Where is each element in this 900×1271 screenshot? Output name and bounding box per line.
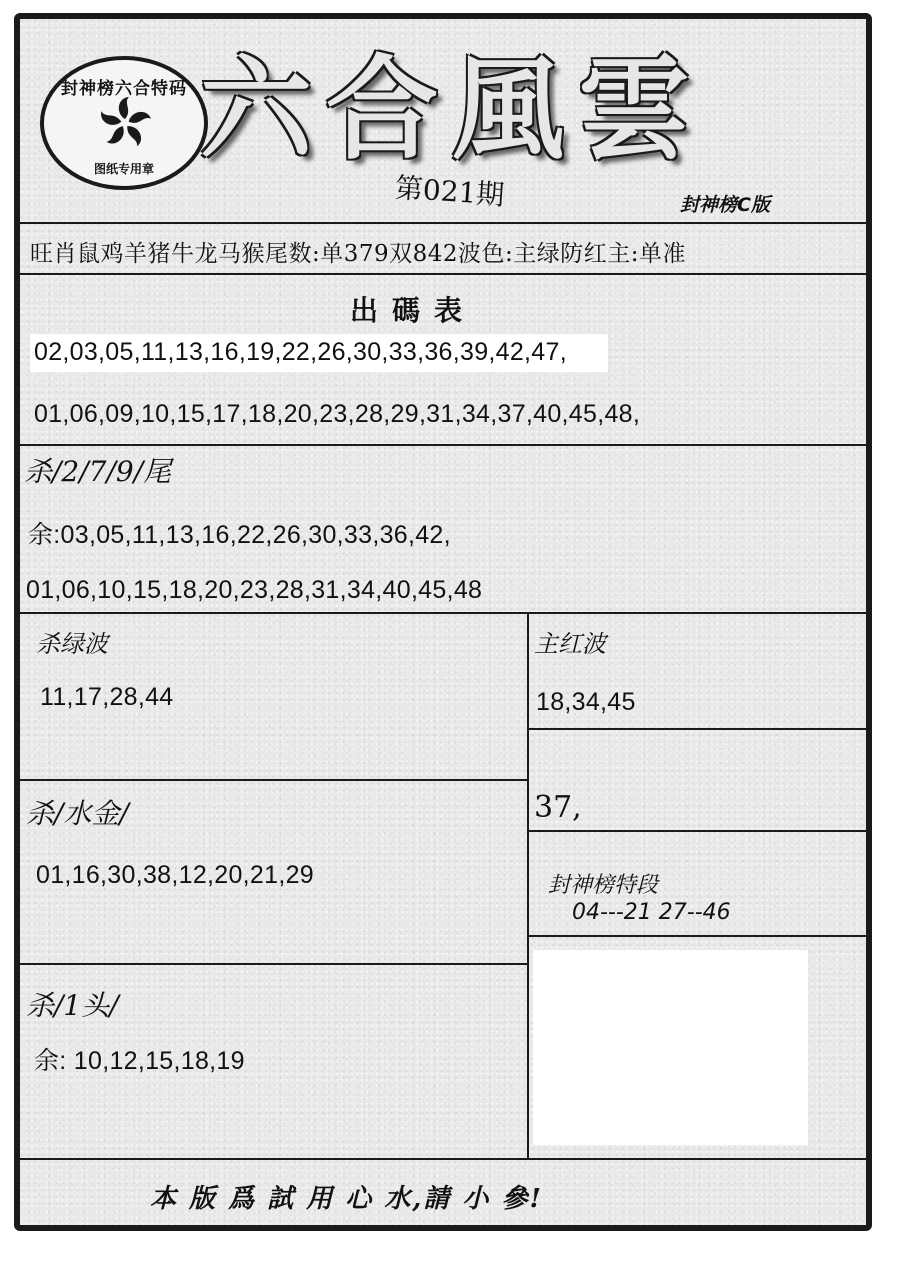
kill-green-numbers: 11,17,28,44 — [40, 683, 174, 711]
page-title: 六合風雲 — [200, 44, 704, 175]
divider-header — [20, 222, 866, 224]
special-segment-ranges: 04---21 27--46 — [572, 900, 731, 925]
kill-element-numbers: 01,16,30,38,12,20,21,29 — [36, 861, 314, 889]
special-segment-title: 封神榜特段 — [548, 873, 659, 898]
seal-stamp — [40, 56, 208, 190]
divider-left-2 — [20, 963, 529, 965]
prediction-info-line: 旺肖鼠鸡羊猪牛龙马猴尾数:单379双842波色:主绿防红主:单准 — [30, 241, 687, 267]
kill-head-rest: 余: 10,12,15,18,19 — [34, 1047, 245, 1075]
main-red-numbers: 18,34,45 — [536, 688, 636, 716]
edition-label: 封神榜C版 — [680, 194, 770, 216]
divider-left-1 — [20, 779, 529, 781]
issue-number: 第021期 — [393, 171, 506, 212]
kill-element-title: 杀/水金/ — [26, 797, 129, 830]
kill-head-title: 杀/1头/ — [26, 989, 119, 1022]
divider-code-table — [20, 444, 866, 446]
footer-note: 本 版 爲 試 用 心 水,請 小 參! — [150, 1184, 543, 1214]
bauhinia-flower-icon — [96, 94, 154, 152]
divider-kill-tail — [20, 612, 866, 614]
code-table-row-2: 01,06,09,10,15,17,18,20,23,28,29,31,34,37,40,45,48, — [34, 400, 641, 428]
stamp-bottom-text: 图纸专用章 — [93, 162, 154, 176]
kill-tail-title: 杀/2/7/9/尾 — [24, 455, 172, 488]
divider-footer — [20, 1158, 866, 1160]
divider-right-3 — [527, 935, 866, 937]
blank-panel — [533, 950, 808, 1145]
single-pick-number: 37, — [534, 790, 582, 825]
kill-tail-rest-1: 余:03,05,11,13,16,22,26,30,33,36,42, — [28, 521, 451, 549]
code-table-row-1: 02,03,05,11,13,16,19,22,26,30,33,36,39,42,47, — [34, 338, 567, 366]
kill-tail-rest-2: 01,06,10,15,18,20,23,28,31,34,40,45,48 — [26, 576, 483, 604]
kill-green-title: 杀绿波 — [36, 630, 108, 658]
stamp-top-text: 封神榜六合特码 — [61, 79, 187, 99]
code-table-title: 出碼表 — [350, 294, 477, 327]
divider-right-2 — [527, 830, 866, 832]
divider-info — [20, 273, 866, 275]
divider-column — [527, 612, 529, 1160]
main-red-title: 主红波 — [534, 630, 606, 658]
divider-right-1 — [527, 728, 866, 730]
